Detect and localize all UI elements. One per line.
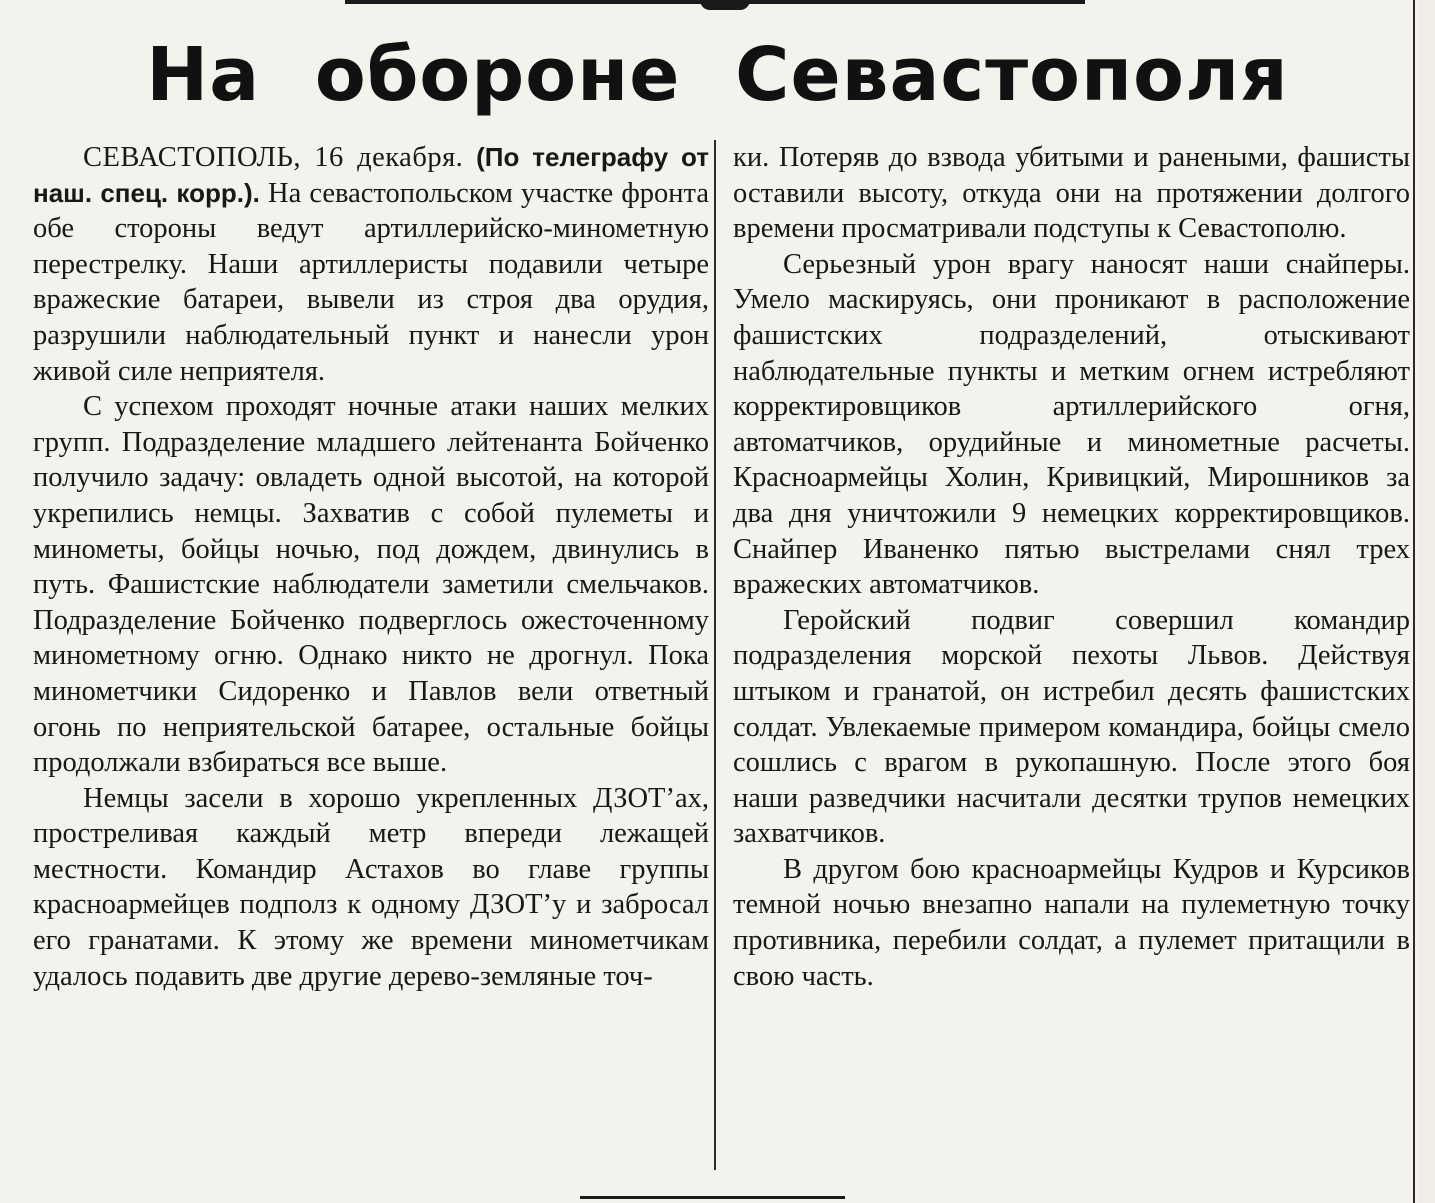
- top-rule-ornament: [700, 0, 750, 10]
- paragraph-2: С успехом проходят ночные атаки наших мелких групп. Подразделение младшего лейтенанта Бойченко получило задачу: овладеть одной высотой, на которой укрепились немцы. Захватив с собой пулеметы и минометы, бойцы ночью, под дождем, двинулись в путь. Фашистские наблюдатели заметили смельчаков. Подразделение Бойченко подверглось ожесточенному минометному огню. Однако никто не дрогнул. Пока минометчики Сидоренко и Павлов вели ответный огонь по неприятельской батарее, остальные бойцы продолжали взбираться все выше.: [33, 391, 709, 779]
- article-column-left: [33, 140, 709, 994]
- column-divider: [714, 140, 716, 1170]
- page-right-border: [1413, 0, 1415, 1203]
- paragraph-3: Немцы засели в хорошо укрепленных ДЗОТ’ах, простреливая каждый метр впереди лежащей местности. Командир Астахов во главе группы красноармейцев подполз к одному ДЗОТ’у и забросал его гранатами. К этому же времени минометчикам удалось подавить две другие дерево-земляные точ-: [33, 782, 709, 992]
- adjacent-page-margin: [1418, 0, 1435, 1203]
- paragraph-4: Серьезный урон врагу наносят наши снайперы. Умело маскируясь, они проникают в расположение фашистских подразделений, отыскивают наблюдательные пункты и метким огнем истребляют корректировщиков артиллерийского огня, автоматчиков, орудийные и минометные расчеты. Красноармейцы Холин, Кривицкий, Мирошников за два дня уничтожили 9 немецких корректировщиков. Снайпер Иваненко пятью выстрелами снял трех вражеских автоматчиков.: [733, 248, 1410, 601]
- paragraph-1: [33, 140, 709, 389]
- paragraph-3-continued: ки. Потеряв до взвода убитыми и ранеными, фашисты оставили высоту, откуда они на протяжении долгого времени просматривали подступы к Севастополю.: [733, 142, 1410, 245]
- headline: На обороне Севастополя: [146, 32, 1289, 118]
- dateline: СЕВАСТОПОЛЬ, 16 декабря.: [83, 142, 464, 173]
- paragraph-1-text: На севастопольском участке фронта обе стороны ведут артиллерийско-минометную перестрелку. Наши артиллеристы подавили четыре вражеские батареи, вывели из строя два орудия, разрушили наблюдательный пункт и нанесли урон живой силе неприятеля.: [33, 177, 709, 387]
- article-column-right: [733, 140, 1410, 994]
- paragraph-5: Геройский подвиг совершил командир подразделения морской пехоты Львов. Действуя штыком и гранатой, он истребил десять фашистских солдат. Увлекаемые примером командира, бойцы смело сошлись с врагом в рукопашную. После этого боя наши разведчики насчитали десятки трупов немецких захватчиков.: [733, 604, 1410, 850]
- correspondent-credit: (По телеграфу от наш. спец. корр.).: [33, 142, 710, 208]
- paragraph-6: В другом бою красноармейцы Кудров и Курсиков темной ночью внезапно напали на пулеметную точку противника, перебили солдат, а пулемет притащили в свою часть.: [733, 853, 1410, 992]
- bottom-rule: [580, 1196, 845, 1199]
